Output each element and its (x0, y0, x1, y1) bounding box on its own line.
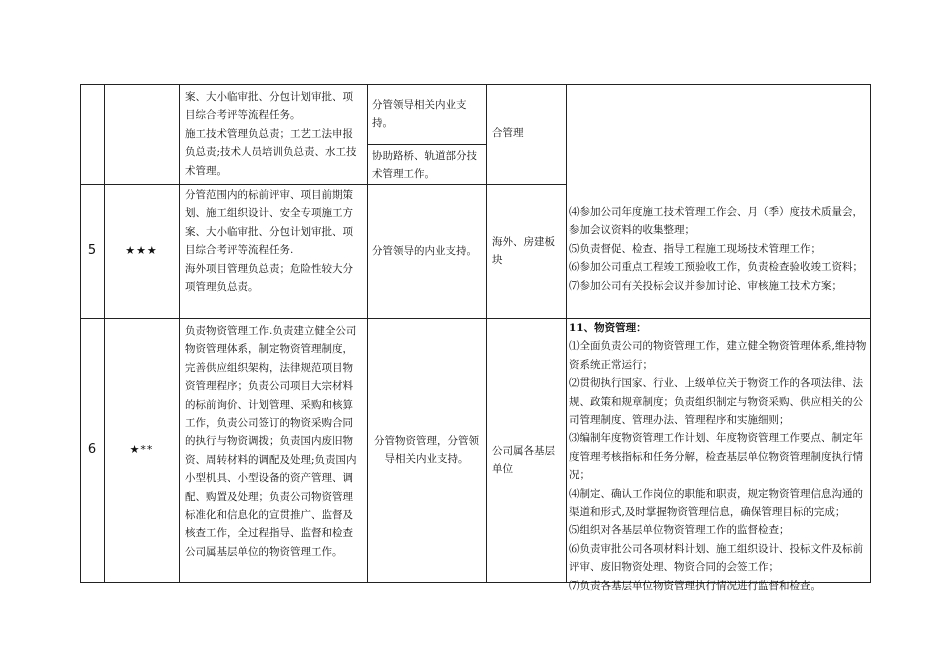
support-text: 协助路桥、轨道部分技术管理工作。 (372, 150, 477, 181)
responsibility-text: 分管范围内的标前评审、项目前期策划、施工组织设计、安全专项施工方案、大小临审批、分包计划审批、项目综合考评等流程任务. (185, 189, 353, 257)
duty-item: ⑹参加公司重点工程竣工预验收工作，负责检查验收竣工资料； (569, 261, 863, 274)
sector-text: 公司属各基层单位 (492, 445, 555, 476)
duties-list (566, 203, 870, 315)
row-number: 6 (87, 442, 97, 457)
duties-list (566, 319, 870, 592)
importance-stars: ★★★ (125, 244, 158, 257)
duty-item: ⑺负责各基层单位物资管理执行情况进行监督和检查。 (569, 579, 821, 592)
col-divider-4 (486, 84, 487, 583)
row-divider-1 (80, 184, 566, 185)
duty-item: ⑴全面负责公司的物资管理工作，建立健全物资管理体系,维持物资系统正常运行； (569, 340, 867, 371)
table-border-right (870, 84, 871, 583)
table-row (179, 322, 367, 580)
duty-item: ⑹负责审批公司各项材料计划、施工组织设计、投标文件及标前评审、废旧物资处理、物资合同的会签工作； (569, 542, 863, 574)
sector-text: 海外、房建板块 (492, 236, 555, 267)
duty-item: ⑵贯彻执行国家、行业、上级单位关于物资工作的各项法律、法规、政策和规章制度；负责组织制定与物资采购、供应相关的公司管理制度、管理办法、管理程序和实施细则； (569, 377, 863, 427)
support-cell-divider (367, 144, 486, 145)
table-row (179, 186, 367, 318)
duty-item: ⑸负责督促、检查、指导工程施工现场技术管理工作； (569, 242, 821, 255)
section-heading: 11、物资管理： (569, 322, 647, 334)
table-border-left (80, 84, 81, 583)
table-border-top (80, 84, 871, 85)
duty-item: ⑶编制年度物资管理工作计划、年度物资管理工作要点、制定年度管理考核指标和任务分解，检查基层单位物资管理制度执行情况； (569, 432, 863, 482)
duty-item: ⑷制定、确认工作岗位的职能和职责，规定物资管理信息沟通的渠道和形式,及时掌握物资管理信息，确保管理目标的完成； (569, 487, 863, 519)
responsibility-text: 负责物资管理工作.负责建立健全公司物资管理体系，制定物资管理制度，完善供应组织架构，法律规范项目物资管理程序；负责公司项目大宗材料的标前询价、计划管理、采购和核算工作，负责公司签订的物资采购合同的执行与物资调拨；负责国内废旧物资、周转材料的调配及处理;负责国内小型机具、小型设备的资产管理、调配、购置及处理；负责公司物资管理标准化和信息化的宣贯推广、监督及核查工作，全过程指导、监督和检查公司属基层单位的物资管理工作。 (185, 325, 357, 558)
responsibility-text: 海外项目管理负总责；危险性较大分项管理负总责。 (185, 262, 353, 294)
table-row (179, 88, 367, 184)
support-text: 分管领导相关内业支持。 (372, 99, 467, 130)
col-divider-1 (104, 84, 105, 583)
duty-item: ⑷参加公司年度施工技术管理工作会、月（季）度技术质量会，参加会议资料的收集整理； (569, 206, 863, 237)
responsibility-text: 案、大小临审批、分包计划审批、项目综合考评等流程任务。 (185, 91, 353, 122)
sector-text: 合管理 (492, 127, 524, 139)
support-text: 分管领导的内业支持。 (372, 245, 477, 257)
row-number: 5 (87, 243, 97, 258)
support-text: 分管物资管理，分管领导相关内业支持。 (374, 435, 479, 466)
importance-stars: ★** (129, 443, 154, 456)
duty-item: ⑸组织对各基层单位物资管理工作的监督检查； (569, 524, 790, 537)
responsibility-text: 施工技术管理负总责；工艺工法申报负总责;技术人员培训负总责、水工技术管理。 (185, 127, 357, 177)
duty-item: ⑺参加公司有关投标会议并参加讨论、审核施工技术方案； (569, 279, 842, 292)
